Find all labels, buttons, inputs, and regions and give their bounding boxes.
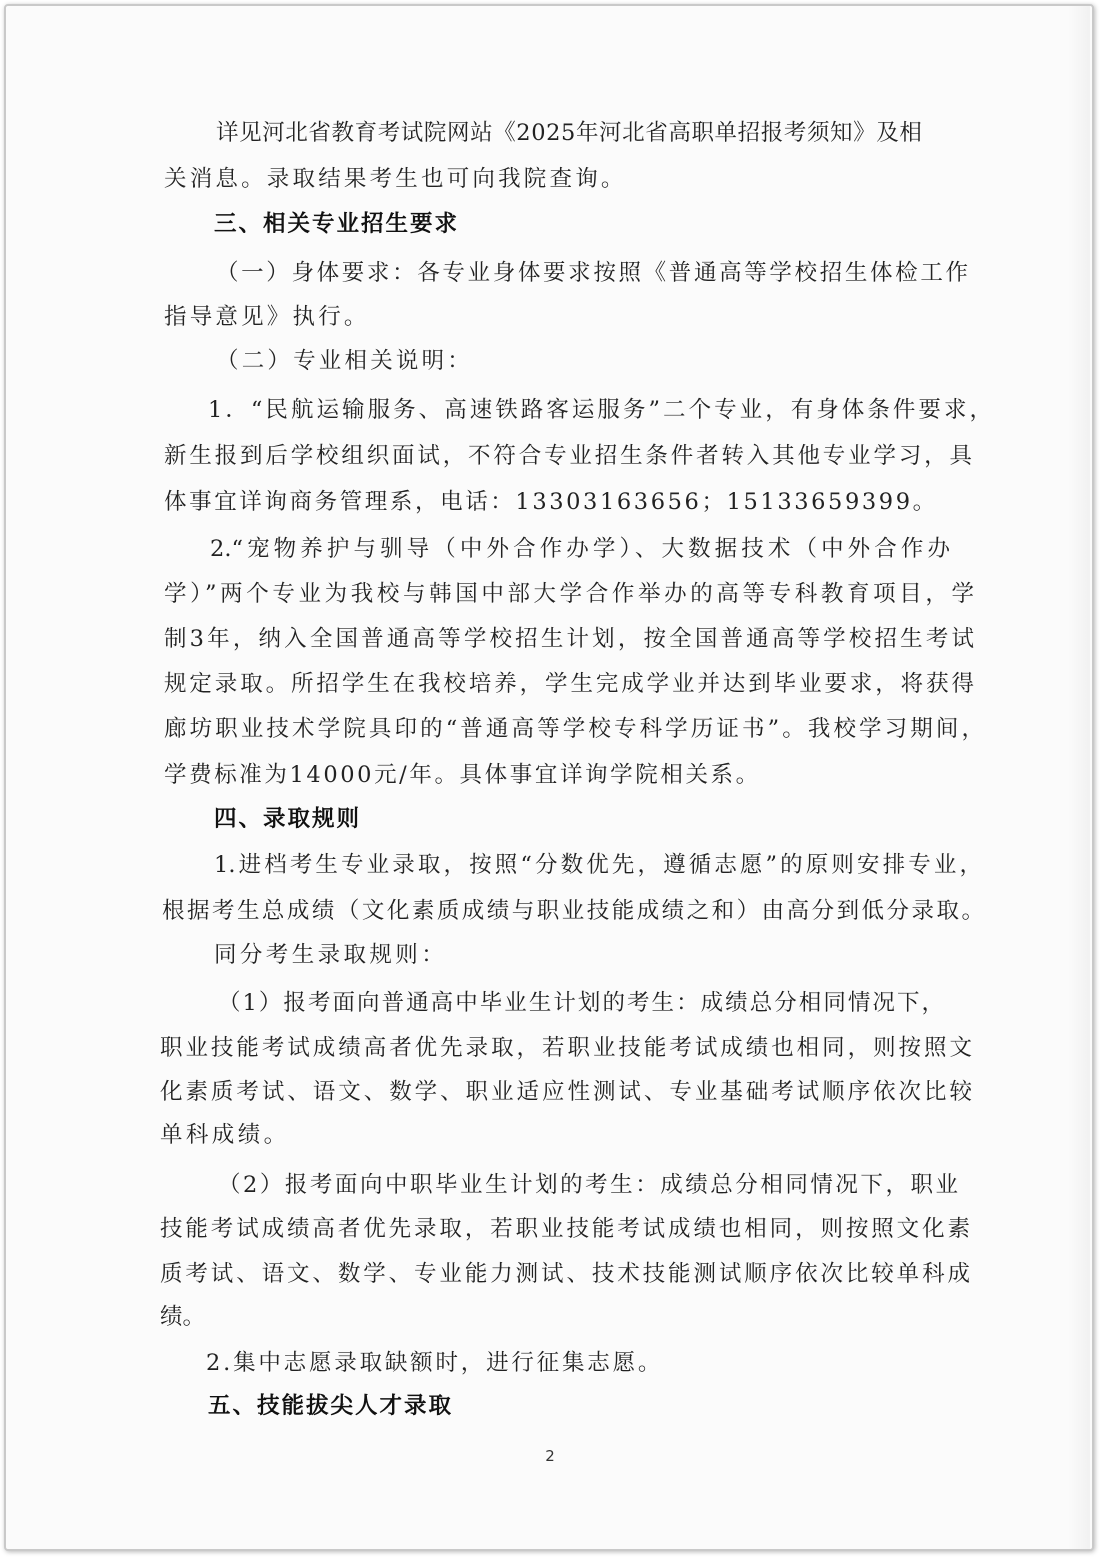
paragraph-line: 技能考试成绩高者优先录取，若职业技能考试成绩也相同，则按照文化素 <box>160 1216 970 1242</box>
paragraph-line: 1．“民航运输服务、高速铁路客运服务”二个专业，有身体条件要求， <box>208 397 992 423</box>
scan-shadow-edge <box>1068 6 1090 1549</box>
paragraph-line: （一）身体要求：各专业身体要求按照《普通高等学校招生体检工作 <box>216 260 968 286</box>
paragraph-line: 新生报到后学校组织面试，不符合专业招生条件者转入其他专业学习，具 <box>164 443 972 469</box>
paragraph-line: 化素质考试、语文、数学、职业适应性测试、专业基础考试顺序依次比较 <box>160 1079 972 1105</box>
paragraph-line: 廊坊职业技术学院具印的“普通高等学校专科学历证书”。我校学习期间， <box>164 716 984 742</box>
paragraph-line: 职业技能考试成绩高者优先录取，若职业技能考试成绩也相同，则按照文 <box>160 1035 972 1061</box>
section-heading: 四、录取规则 <box>214 806 362 832</box>
paragraph-line: 单科成绩。 <box>160 1122 290 1148</box>
paragraph-line: （1）报考面向普通高中毕业生计划的考生：成绩总分相同情况下， <box>218 990 944 1016</box>
paragraph-line: 1.进档考生专业录取，按照“分数优先，遵循志愿”的原则安排专业， <box>214 852 982 878</box>
paragraph-line: 2.集中志愿录取缺额时，进行征集志愿。 <box>206 1350 664 1376</box>
paragraph-line: 制3年，纳入全国普通高等学校招生计划，按全国普通高等学校招生考试 <box>164 626 974 652</box>
paragraph-line: （二）专业相关说明： <box>216 348 474 374</box>
page-number: 2 <box>545 1447 555 1465</box>
paragraph-line: 质考试、语文、数学、专业能力测试、技术技能测试顺序依次比较单科成 <box>160 1261 970 1287</box>
paragraph-line: 同分考生录取规则： <box>214 942 448 968</box>
paragraph-line: 关消息。录取结果考生也可向我院查询。 <box>164 166 627 192</box>
paragraph-line: 2.“宠物养护与驯导（中外合作办学）、大数据技术（中外合作办 <box>210 536 950 562</box>
section-heading: 三、相关专业招生要求 <box>214 211 460 237</box>
paragraph-line: 学费标准为14000元/年。具体事宜详询学院相关系。 <box>164 762 761 788</box>
section-heading: 五、技能拔尖人才录取 <box>208 1393 454 1419</box>
paragraph-line: 规定录取。所招学生在我校培养，学生完成学业并达到毕业要求，将获得 <box>164 671 974 697</box>
paragraph-line: 绩。 <box>160 1304 206 1330</box>
paragraph-line: 详见河北省教育考试院网站《2025年河北省高职单招报考须知》及相 <box>216 120 923 146</box>
paragraph-line: （2）报考面向中职毕业生计划的考生：成绩总分相同情况下，职业 <box>218 1172 958 1198</box>
paragraph-line: 学）”两个专业为我校与韩国中部大学合作举办的高等专科教育项目，学 <box>164 581 974 607</box>
paragraph-line: 体事宜详询商务管理系，电话：13303163656；15133659399。 <box>164 489 938 515</box>
paragraph-line: 指导意见》执行。 <box>164 304 370 330</box>
paragraph-line: 根据考生总成绩（文化素质成绩与职业技能成绩之和）由高分到低分录取。 <box>162 898 984 924</box>
